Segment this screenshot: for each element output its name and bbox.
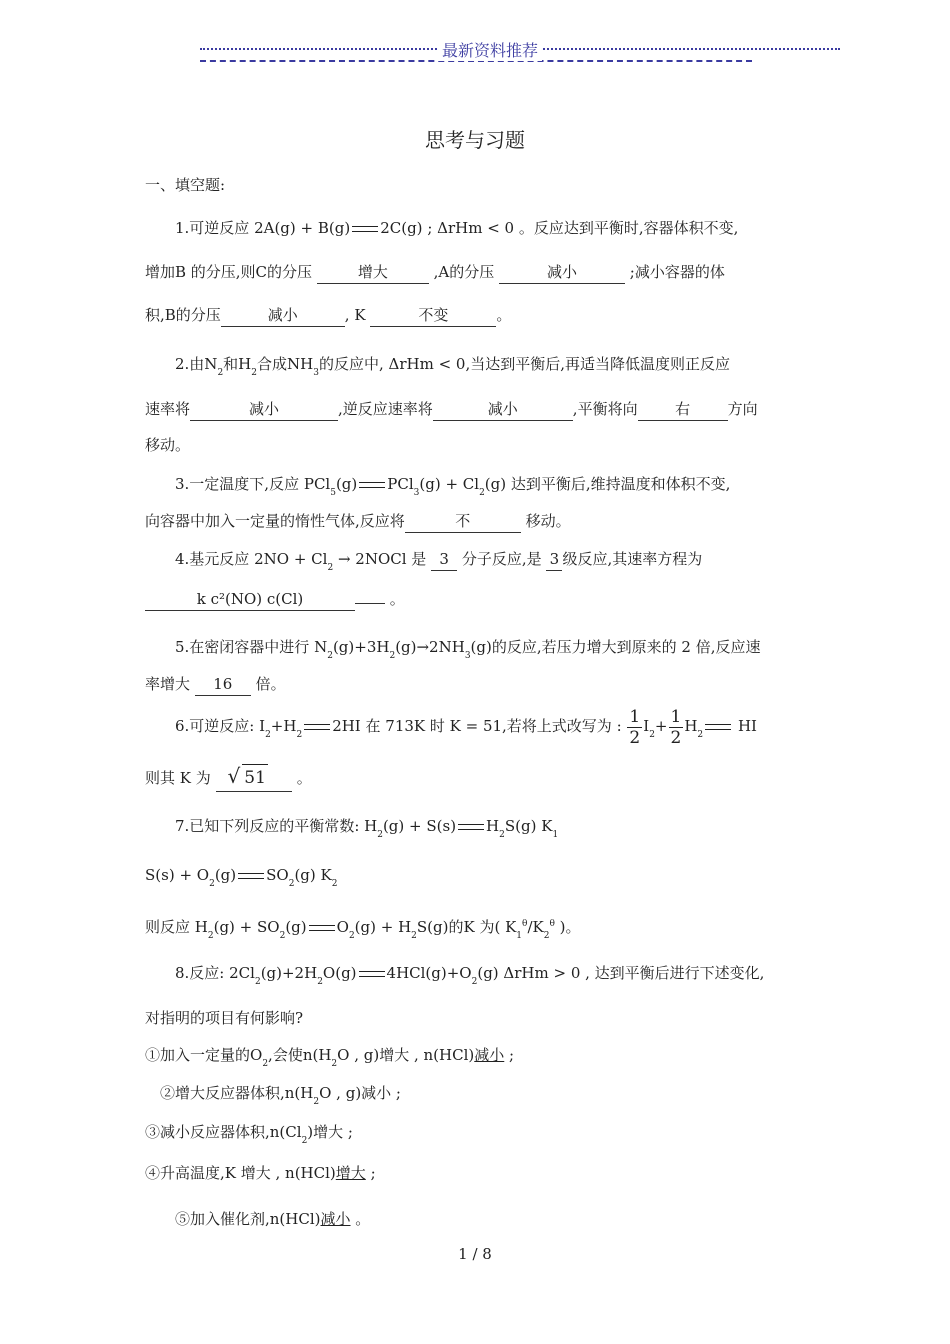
q3-answer-1: 不 — [405, 510, 521, 533]
q2-answer-1: 减小 — [190, 398, 338, 421]
q4-answer-2: 3 — [546, 548, 562, 571]
equilibrium-arrow-icon — [705, 721, 731, 733]
q1-answer-1: 增大 — [317, 261, 429, 284]
q8-item-5: ⑤加入催化剂,n(HCl)减小 。 — [175, 1210, 371, 1228]
header-text: 最新资料推荐 — [438, 38, 542, 61]
q4-line1: 4.基元反应 $2NO + Cl_2$ → 2NOCl 是 3 分子反应,是 3 级反应,其速率方程为 — [175, 550, 703, 573]
equilibrium-arrow-icon — [309, 922, 335, 934]
item-1-answer: 减小 — [474, 1046, 505, 1064]
q5-answer-1: 16 — [195, 673, 251, 696]
q6-answer-1: √ 51 — [216, 763, 292, 792]
page-title: 思考与习题 — [425, 128, 525, 152]
equilibrium-arrow-icon — [304, 721, 330, 733]
q7-line1: 7.已知下列反应的平衡常数: $H_2(g) + S(s)$ $H_2S(g)$ $K_1$ — [175, 817, 559, 840]
equilibrium-arrow-icon — [352, 223, 378, 235]
q8-item-1: ①加入一定量的$O_2$,会使$n(H_2O$ , g)增大 , n(HCl)减小 ; — [145, 1046, 515, 1069]
section-heading: 一、填空题: — [145, 176, 226, 194]
page-number: 1 / 8 — [458, 1245, 492, 1263]
q7-line2: $S(s) + O_2(g)$ $SO_2(g)$ $K_2$ — [145, 866, 338, 889]
q1-line1: 1.可逆反应 2A(g) + B(g) 2C(g) ; ΔrHm < 0 。反应达到平衡时,容器体积不变, — [175, 219, 739, 237]
q4-line2: k c²(NO) c(Cl) 。 — [145, 588, 405, 611]
q8-line2: 对指明的项目有何影响? — [145, 1009, 304, 1027]
q8-line1: 8.反应: $2Cl_2(g)+2H_2O(g)$ $4HCl(g)+O_2(g) \Delta rHm > 0$ , 达到平衡后进行下述变化, — [175, 964, 765, 987]
q1-answer-4: 不变 — [370, 304, 496, 327]
q3-line1: 3.一定温度下,反应 PCl$_5$(g) $PCl_3(g) + Cl_2(g)$ 达到平衡后,维持温度和体积不变, — [175, 475, 731, 498]
equilibrium-arrow-icon — [359, 968, 385, 980]
page-header — [0, 38, 950, 78]
equilibrium-arrow-icon — [238, 870, 264, 882]
q2-line2: 速率将 减小 ,逆反应速率将 减小 ,平衡将向 右 方向 — [145, 398, 758, 421]
q2-line1: 2.由$N_2$和$H_2$合成$NH_3$的反应中, ΔrHm < 0,当达到平衡后,再适当降低温度则正反应 — [175, 355, 730, 378]
q1-line3: 积,B的分压 减小 , K 不变 。 — [145, 304, 511, 327]
q7-line3: 则反应 $H_2(g) + SO_2(g) O_2(g) + H_2S(g)$的K 为( $K_1^\theta/K_2^\theta$ )。 — [145, 918, 581, 941]
q5-line1: 5.在密闭容器中进行 $N_2(g)+3H_2(g)\to 2NH_3(g)$的反应,若压力增大到原来的 2 倍,反应速 — [175, 638, 761, 661]
fraction-half: $\frac{1}{2}$ — [629, 706, 641, 748]
item-4-answer: 增大 — [335, 1164, 366, 1182]
q1-answer-3: 减小 — [221, 304, 345, 327]
q2-answer-3: 右 — [638, 398, 728, 421]
q8-item-2: ②增大反应器体积$,n(H_2O$ , g)减小 ; — [160, 1084, 401, 1107]
q4-answer-3: k c²(NO) c(Cl) — [145, 588, 355, 611]
q6-line1: 6.可逆反应: $I_2+H_2$ 2HI 在 713K 时 K = 51,若将上式改写为 : $\frac{1}{2}$ $I_2+$ $\frac{1}{2}$ $H_2$ HI — [175, 706, 757, 748]
q1-line2: 增加B 的分压,则C的分压 增大 ,A的分压 减小 ;减小容器的体 — [145, 261, 725, 284]
fraction-half: $\frac{1}{2}$ — [670, 706, 682, 748]
q3-line2: 向容器中加入一定量的惰性气体,反应将 不 移动。 — [145, 510, 571, 533]
equilibrium-arrow-icon — [458, 821, 484, 833]
q8-item-3: ③减小反应器体积$,n(Cl_2)$增大 ; — [145, 1123, 353, 1146]
q1-answer-2: 减小 — [499, 261, 625, 284]
q6-line2: 则其 K 为 √ 51 。 — [145, 763, 312, 792]
q2-answer-2: 减小 — [433, 398, 573, 421]
radical-icon: √ — [227, 764, 241, 788]
equilibrium-arrow-icon — [359, 479, 385, 491]
q8-item-4: ④升高温度,K 增大 , n(HCl)增大 ; — [145, 1164, 376, 1182]
q2-line3: 移动。 — [145, 436, 191, 454]
item-5-answer: 减小 — [320, 1210, 351, 1228]
q4-answer-1: 3 — [431, 548, 457, 571]
q5-line2: 率增大 16 倍。 — [145, 673, 286, 696]
